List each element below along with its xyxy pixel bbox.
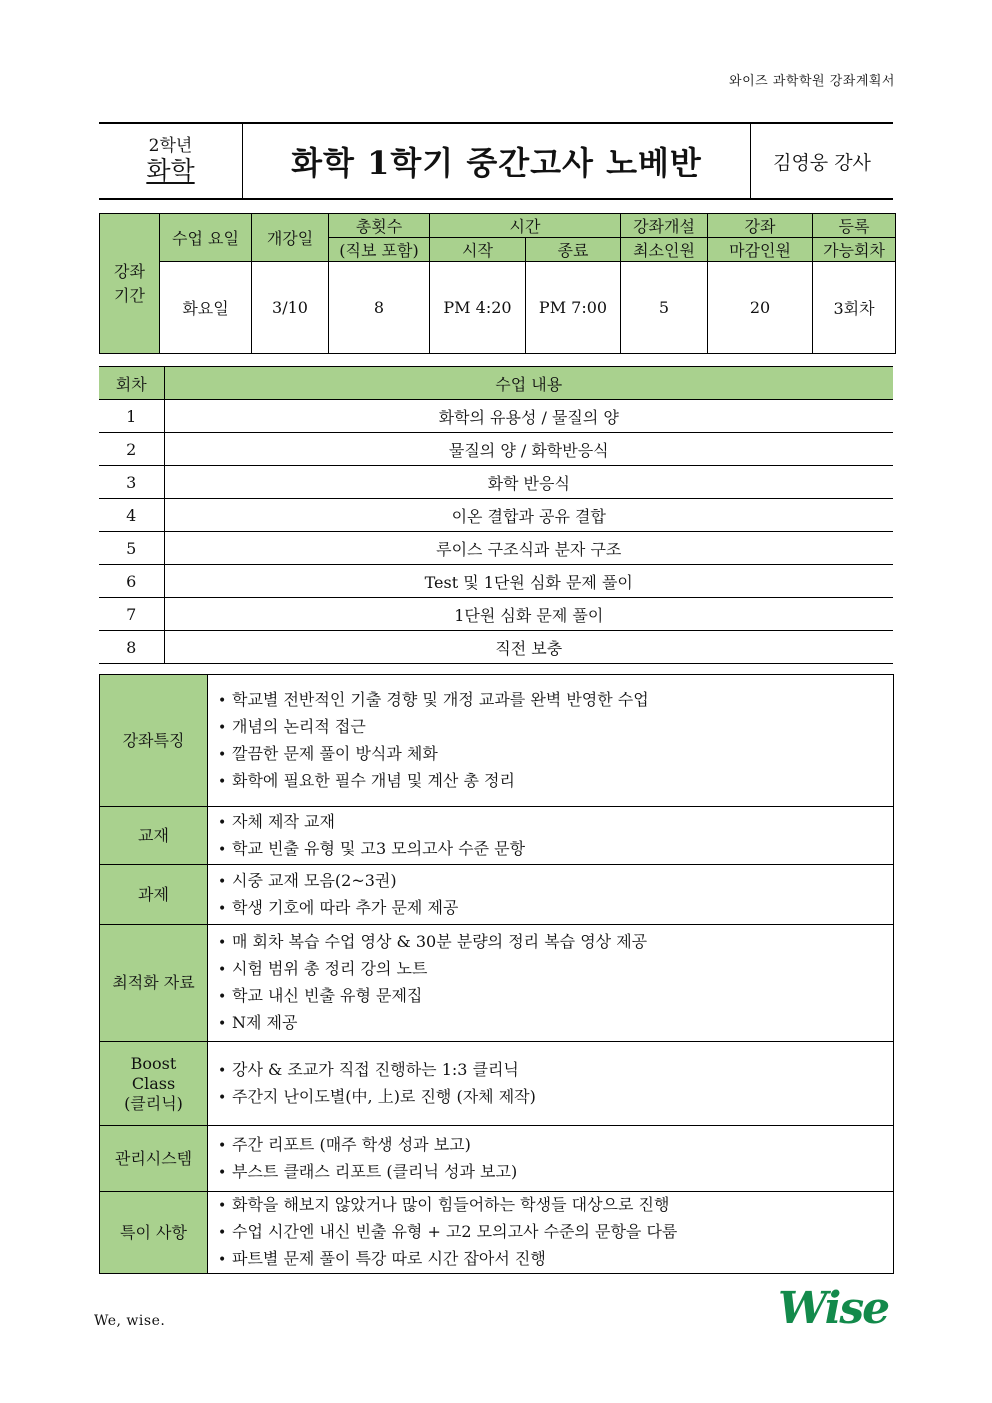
- header-note: 와이즈 과학학원 강좌계획서: [729, 74, 895, 89]
- feature-label-homework: 과제: [100, 865, 208, 925]
- wise-logo: Wise: [778, 1283, 889, 1334]
- session-content: 루이스 구조식과 분자 구조: [164, 532, 893, 565]
- feature-item: • 화학에 필요한 필수 개념 및 계산 총 정리: [218, 768, 893, 795]
- header-total-sessions: 총횟수: [329, 214, 430, 238]
- value-min-people: 5: [621, 262, 708, 354]
- value-max-people: 20: [708, 262, 813, 354]
- feature-item: • 깔끔한 문제 풀이 방식과 체화: [218, 741, 893, 768]
- value-weekday: 화요일: [160, 262, 252, 354]
- feature-label-management: 관리시스템: [100, 1126, 208, 1192]
- session-content: Test 및 1단원 심화 문제 풀이: [164, 565, 893, 598]
- feature-item: • 학교 내신 빈출 유형 문제집: [218, 983, 893, 1010]
- feature-item: • 주간 리포트 (매주 학생 성과 보고): [218, 1132, 893, 1159]
- session-content: 직전 보충: [164, 631, 893, 664]
- curriculum-header-content: 수업 내용: [164, 367, 893, 400]
- feature-content-boost-class: [208, 1042, 894, 1126]
- value-total-sessions: 8: [329, 262, 430, 354]
- value-register: 3회차: [813, 262, 896, 354]
- session-number: 7: [99, 598, 164, 631]
- session-number: 4: [99, 499, 164, 532]
- session-content: 이온 결합과 공유 결합: [164, 499, 893, 532]
- feature-label-course: 강좌특징: [100, 675, 208, 807]
- session-content: 화학 반응식: [164, 466, 893, 499]
- header-register-sub: 가능회차: [813, 238, 896, 262]
- feature-item: • 화학을 해보지 않았거나 많이 힘들어하는 학생들 대상으로 진행: [218, 1192, 893, 1219]
- header-min-people-sub: 최소인원: [621, 238, 708, 262]
- curriculum-header-num: 회차: [99, 367, 164, 400]
- feature-content-homework: [208, 865, 894, 925]
- grade-subject-cell: [99, 124, 243, 198]
- title-block: [99, 122, 893, 200]
- curriculum-table: [99, 366, 893, 664]
- subject-label: 화학: [146, 156, 195, 185]
- session-number: 5: [99, 532, 164, 565]
- feature-content-textbook: [208, 807, 894, 865]
- feature-item: • 시중 교재 모음(2~3권): [218, 868, 893, 895]
- feature-content-course: [208, 675, 894, 807]
- footer-slogan: We, wise.: [94, 1313, 166, 1329]
- session-number: 1: [99, 400, 164, 433]
- session-number: 3: [99, 466, 164, 499]
- feature-item: • N제 제공: [218, 1010, 893, 1037]
- value-start-date: 3/10: [252, 262, 329, 354]
- feature-item: • 주간지 난이도별(中, 上)로 진행 (자체 제작): [218, 1084, 893, 1111]
- feature-item: • 자체 제작 교재: [218, 809, 893, 836]
- header-register: 등록: [813, 214, 896, 238]
- feature-label-materials: 최적화 자료: [100, 925, 208, 1042]
- grade-label: 2학년: [148, 136, 193, 156]
- teacher-name: 김영웅 강사: [773, 151, 871, 174]
- feature-label-textbook: 교재: [100, 807, 208, 865]
- header-max-people: 강좌: [708, 214, 813, 238]
- header-max-people-sub: 마감인원: [708, 238, 813, 262]
- feature-content-materials: [208, 925, 894, 1042]
- header-weekday: 수업 요일: [160, 214, 252, 262]
- feature-item: • 부스트 클래스 리포트 (클리닉 성과 보고): [218, 1159, 893, 1186]
- header-time-end: 종료: [526, 238, 621, 262]
- feature-item: • 시험 범위 총 정리 강의 노트: [218, 956, 893, 983]
- feature-label-notes: 특이 사항: [100, 1192, 208, 1274]
- value-time-end: PM 7:00: [526, 262, 621, 354]
- feature-content-notes: [208, 1192, 894, 1274]
- feature-item: • 학교 빈출 유형 및 고3 모의고사 수준 문항: [218, 836, 893, 863]
- feature-item: • 매 회차 복습 수업 영상 & 30분 분량의 정리 복습 영상 제공: [218, 929, 893, 956]
- value-time-start: PM 4:20: [430, 262, 526, 354]
- period-table: [99, 213, 896, 354]
- session-content: 화학의 유용성 / 물질의 양: [164, 400, 893, 433]
- feature-item: • 개념의 논리적 접근: [218, 714, 893, 741]
- session-number: 6: [99, 565, 164, 598]
- feature-item: • 파트별 문제 풀이 특강 따로 시간 잡아서 진행: [218, 1246, 893, 1273]
- header-start-date: 개강일: [252, 214, 329, 262]
- header-total-sessions-sub: (직보 포함): [329, 238, 430, 262]
- feature-label-boost-class: Boost Class (클리닉): [100, 1042, 208, 1126]
- period-row-label: 강좌 기간: [100, 214, 160, 354]
- feature-item: • 학생 기호에 따라 추가 문제 제공: [218, 895, 893, 922]
- session-content: 물질의 양 / 화학반응식: [164, 433, 893, 466]
- header-min-people: 강좌개설: [621, 214, 708, 238]
- feature-item: • 수업 시간엔 내신 빈출 유형 + 고2 모의고사 수준의 문항을 다룸: [218, 1219, 893, 1246]
- header-time-start: 시작: [430, 238, 526, 262]
- session-content: 1단원 심화 문제 풀이: [164, 598, 893, 631]
- feature-item: • 강사 & 조교가 직접 진행하는 1:3 클리닉: [218, 1057, 893, 1084]
- header-time: 시간: [430, 214, 621, 238]
- features-table: [99, 674, 894, 1274]
- course-title: 화학 1학기 중간고사 노베반: [243, 124, 751, 198]
- session-number: 2: [99, 433, 164, 466]
- feature-item: • 학교별 전반적인 기출 경향 및 개정 교과를 완벽 반영한 수업: [218, 687, 893, 714]
- session-number: 8: [99, 631, 164, 664]
- feature-content-management: [208, 1126, 894, 1192]
